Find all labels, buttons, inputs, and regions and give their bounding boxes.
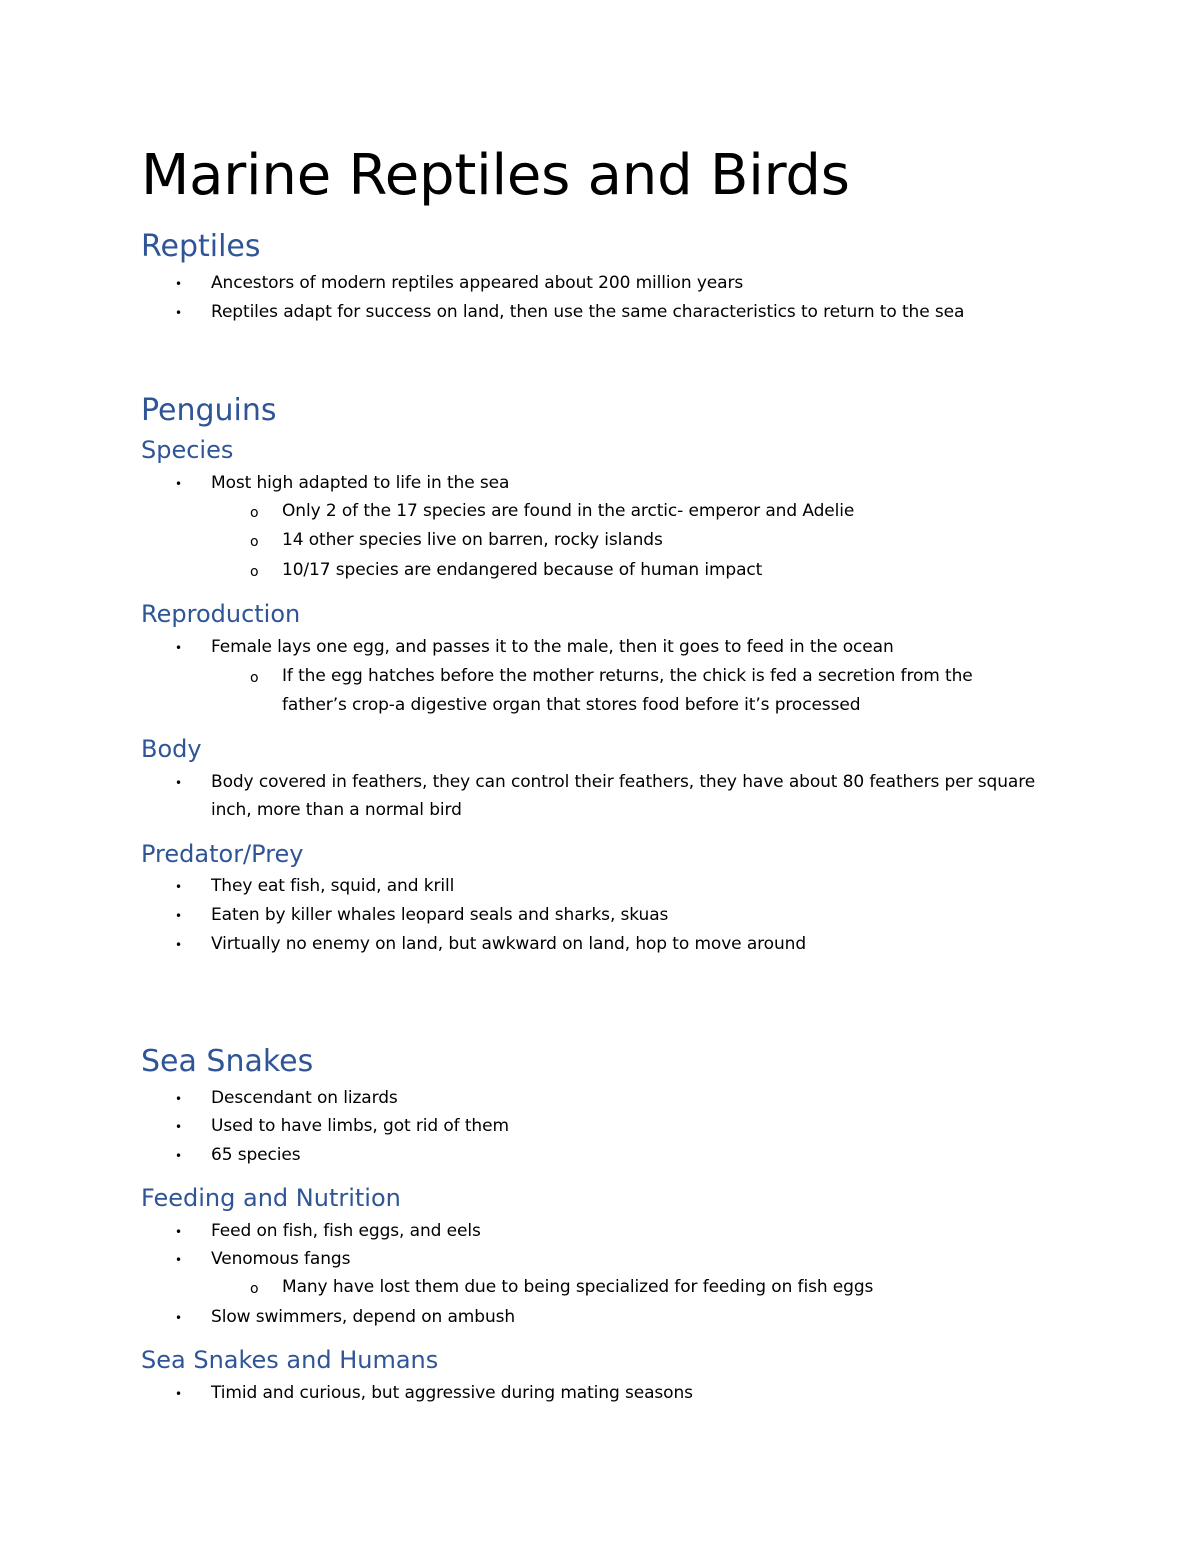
list-item: Feed on fish, fish eggs, and eels [211, 1221, 481, 1241]
list-item: Timid and curious, but aggressive during mating seasons [211, 1383, 693, 1403]
bullet-icon: • [175, 277, 183, 291]
list-item: They eat fish, squid, and krill [211, 876, 455, 896]
bullet-icon: • [175, 1387, 183, 1401]
sub-bullet-icon: o [250, 564, 259, 580]
list-item: Venomous fangs [211, 1249, 351, 1269]
sub-bullet-icon: o [250, 534, 259, 550]
bullet-icon: • [175, 1120, 183, 1134]
heading-sea-snakes: Sea Snakes [141, 1044, 314, 1079]
sub-list-item: 14 other species live on barren, rocky islands [282, 530, 663, 550]
sub-bullet-icon: o [250, 1281, 259, 1297]
sub-list-item-continued: father’s crop-a digestive organ that stores food before it’s processed [282, 695, 861, 715]
bullet-icon: • [175, 1092, 183, 1106]
heading-penguins: Penguins [141, 393, 277, 428]
list-item: Virtually no enemy on land, but awkward on land, hop to move around [211, 934, 807, 954]
list-item: Reptiles adapt for success on land, then use the same characteristics to return to the sea [211, 302, 965, 322]
bullet-icon: • [175, 880, 183, 894]
subheading-feeding: Feeding and Nutrition [141, 1184, 401, 1212]
bullet-icon: • [175, 1253, 183, 1267]
sub-bullet-icon: o [250, 670, 259, 686]
sub-list-item: Many have lost them due to being specialized for feeding on fish eggs [282, 1277, 874, 1297]
subheading-species: Species [141, 436, 234, 464]
list-item: Most high adapted to life in the sea [211, 473, 510, 493]
bullet-icon: • [175, 1149, 183, 1163]
bullet-icon: • [175, 306, 183, 320]
subheading-reproduction: Reproduction [141, 600, 301, 628]
document-title: Marine Reptiles and Birds [141, 143, 850, 208]
list-item: 65 species [211, 1145, 301, 1165]
bullet-icon: • [175, 477, 183, 491]
list-item: Descendant on lizards [211, 1088, 398, 1108]
list-item: Slow swimmers, depend on ambush [211, 1307, 516, 1327]
bullet-icon: • [175, 1225, 183, 1239]
list-item-continued: inch, more than a normal bird [211, 800, 462, 820]
bullet-icon: • [175, 776, 183, 790]
sub-list-item: Only 2 of the 17 species are found in the arctic- emperor and Adelie [282, 501, 855, 521]
list-item: Ancestors of modern reptiles appeared about 200 million years [211, 273, 744, 293]
bullet-icon: • [175, 641, 183, 655]
bullet-icon: • [175, 909, 183, 923]
list-item: Eaten by killer whales leopard seals and sharks, skuas [211, 905, 669, 925]
sub-bullet-icon: o [250, 505, 259, 521]
subheading-sea-snakes-humans: Sea Snakes and Humans [141, 1346, 439, 1374]
sub-list-item: If the egg hatches before the mother returns, the chick is fed a secretion from the [282, 666, 973, 686]
list-item: Used to have limbs, got rid of them [211, 1116, 509, 1136]
subheading-predator-prey: Predator/Prey [141, 840, 304, 868]
list-item: Body covered in feathers, they can control their feathers, they have about 80 feathers per square [211, 772, 1036, 792]
subheading-body: Body [141, 735, 202, 763]
bullet-icon: • [175, 1311, 183, 1325]
sub-list-item: 10/17 species are endangered because of human impact [282, 560, 763, 580]
heading-reptiles: Reptiles [141, 229, 261, 264]
bullet-icon: • [175, 938, 183, 952]
list-item: Female lays one egg, and passes it to the male, then it goes to feed in the ocean [211, 637, 894, 657]
